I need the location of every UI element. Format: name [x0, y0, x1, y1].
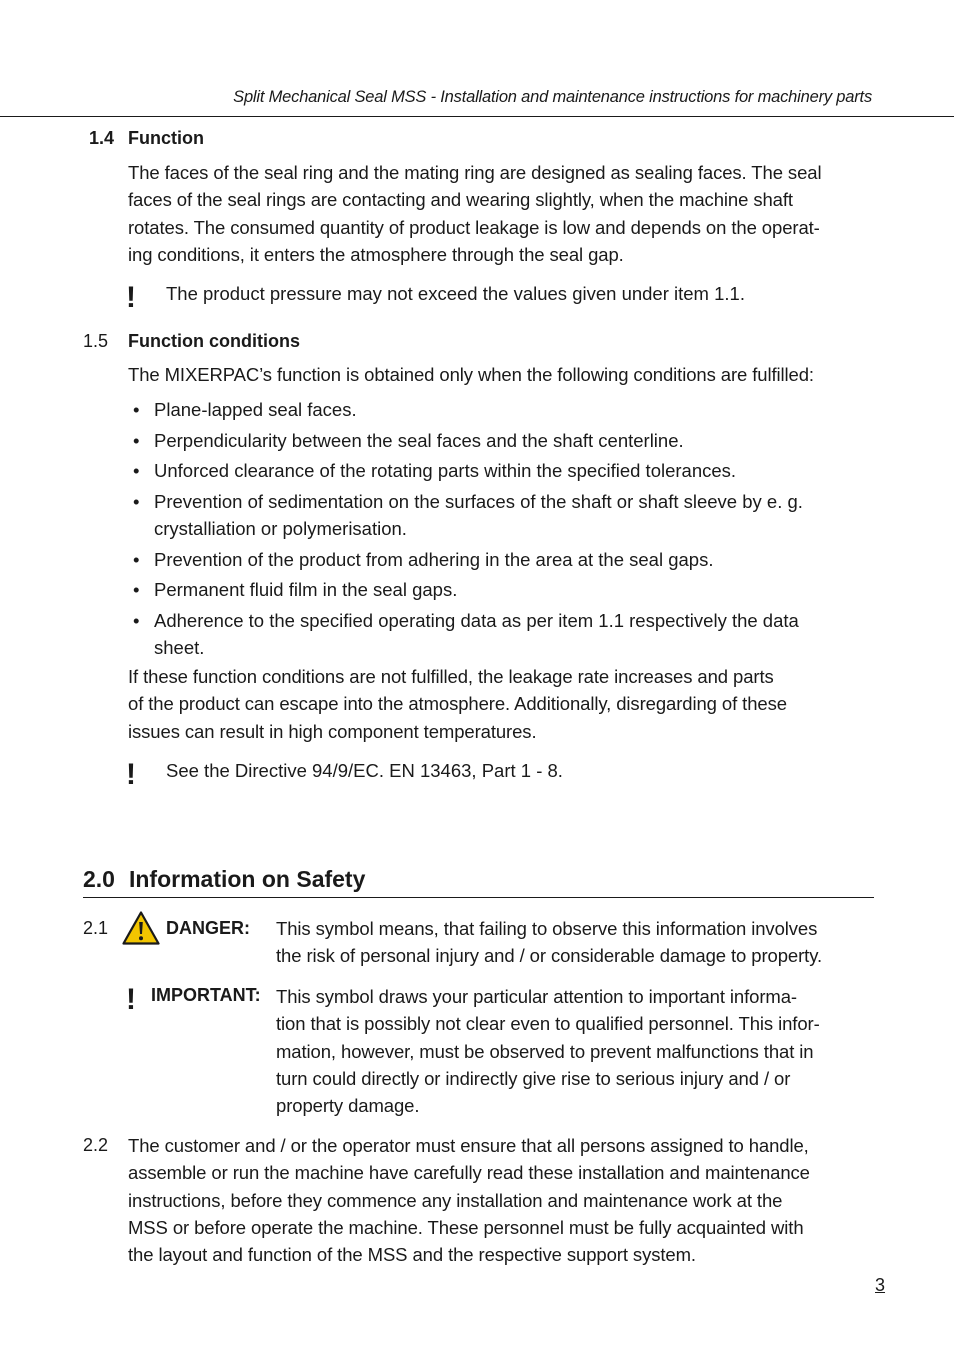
text-line: The customer and / or the operator must ensure that all persons assigned to handle,	[128, 1135, 809, 1156]
pressure-note: The product pressure may not exceed the values given under item 1.1.	[166, 283, 745, 304]
section-title-safety	[83, 866, 365, 893]
text-line: The MIXERPAC’s function is obtained only when the following conditions are fulfilled:	[128, 364, 814, 385]
text-line: the risk of personal injury and / or considerable damage to property.	[276, 945, 823, 967]
text-line: Unforced clearance of the rotating parts within the specified tolerances.	[154, 460, 737, 482]
text-line: MSS or before operate the machine. These personnel must be fully acquainted with	[128, 1216, 804, 1238]
section-divider	[83, 897, 874, 898]
text-line: Plane-lapped seal faces.	[154, 399, 357, 420]
list-item	[128, 488, 803, 543]
important-description	[276, 983, 820, 1119]
list-item	[128, 607, 803, 662]
text-line: property damage.	[276, 1095, 420, 1117]
text-line: faces of the seal rings are contacting and wearing slightly, when the machine shaft	[128, 189, 793, 211]
function-paragraph	[128, 159, 821, 268]
directive-note: See the Directive 94/9/EC. EN 13463, Part 1 - 8.	[166, 760, 563, 781]
list-item	[128, 396, 803, 423]
conditions-intro	[128, 361, 814, 388]
section-number-2-1: 2.1	[83, 918, 109, 938]
bullet-icon: •	[133, 548, 140, 570]
text-line: of the product can escape into the atmosphere. Additionally, disregarding of these	[128, 693, 787, 715]
text-line: The faces of the seal ring and the mating ring are designed as sealing faces. The seal	[128, 162, 822, 183]
text-line: issues can result in high component temperatures.	[128, 720, 537, 742]
text-line: This symbol draws your particular attention to important informa-	[276, 986, 797, 1007]
text-line: crystalliation or polymerisation.	[154, 518, 407, 540]
exclamation-icon: !	[126, 758, 136, 791]
section-number-1-4: 1.4	[89, 128, 115, 148]
section-title-function-conditions: Function conditions	[128, 331, 300, 351]
warning-triangle-icon	[122, 911, 160, 945]
text-line: If these function conditions are not fulfilled, the leakage rate increases and parts	[128, 666, 774, 687]
danger-label: DANGER:	[166, 918, 250, 938]
text-line: This symbol means, that failing to observe this information involves	[276, 918, 818, 939]
section-number-2-0: 2.0	[83, 866, 115, 892]
text-line: tion that is possibly not clear even to qualified personnel. This infor-	[276, 1013, 820, 1035]
conditions-list	[128, 396, 803, 665]
text-line: turn could directly or indirectly give rise to serious injury and / or	[276, 1067, 791, 1089]
running-header: Split Mechanical Seal MSS - Installation and maintenance instructions for machinery parts	[233, 88, 872, 106]
text-line: assemble or run the machine have carefully read these installation and maintenance	[128, 1162, 810, 1184]
bullet-icon: •	[133, 399, 140, 420]
conditions-outro	[128, 663, 787, 745]
text-line: Adherence to the specified operating data as per item 1.1 respectively the data	[154, 609, 799, 631]
text-line: ing conditions, it enters the atmosphere through the seal gap.	[128, 243, 624, 265]
important-label: IMPORTANT:	[151, 985, 261, 1005]
bullet-icon: •	[133, 609, 140, 631]
text-line: Perpendicularity between the seal faces and the shaft centerline.	[154, 429, 684, 451]
bullet-icon: •	[133, 579, 140, 601]
text-line: the layout and function of the MSS and the respective support system.	[128, 1244, 696, 1266]
text-line: Prevention of the product from adhering in the area at the seal gaps.	[154, 548, 714, 570]
list-item	[128, 576, 803, 603]
page-number: 3	[875, 1275, 886, 1295]
bullet-icon: •	[133, 460, 140, 482]
list-item	[128, 457, 803, 484]
danger-description	[276, 915, 822, 970]
operator-responsibility-paragraph	[128, 1132, 810, 1268]
section-heading-text: Information on Safety	[128, 866, 366, 892]
bullet-icon: •	[133, 429, 140, 451]
exclamation-icon: !	[126, 983, 136, 1016]
list-item	[128, 427, 803, 454]
text-line: sheet.	[154, 637, 205, 659]
bullet-icon: •	[133, 490, 140, 512]
text-line: rotates. The consumed quantity of product leakage is low and depends on the operat-	[128, 216, 820, 238]
section-number-1-5: 1.5	[83, 331, 109, 351]
section-title-function: Function	[128, 128, 204, 148]
text-line: Prevention of sedimentation on the surfaces of the shaft or shaft sleeve by e. g.	[154, 490, 803, 512]
text-line: Permanent fluid film in the seal gaps.	[154, 579, 458, 601]
text-line: instructions, before they commence any installation and maintenance work at the	[128, 1189, 783, 1211]
header-divider	[0, 116, 954, 117]
text-line: mation, however, must be observed to prevent malfunctions that in	[276, 1040, 814, 1062]
list-item	[128, 546, 803, 573]
exclamation-icon: !	[126, 281, 136, 314]
section-number-2-2: 2.2	[83, 1135, 109, 1155]
